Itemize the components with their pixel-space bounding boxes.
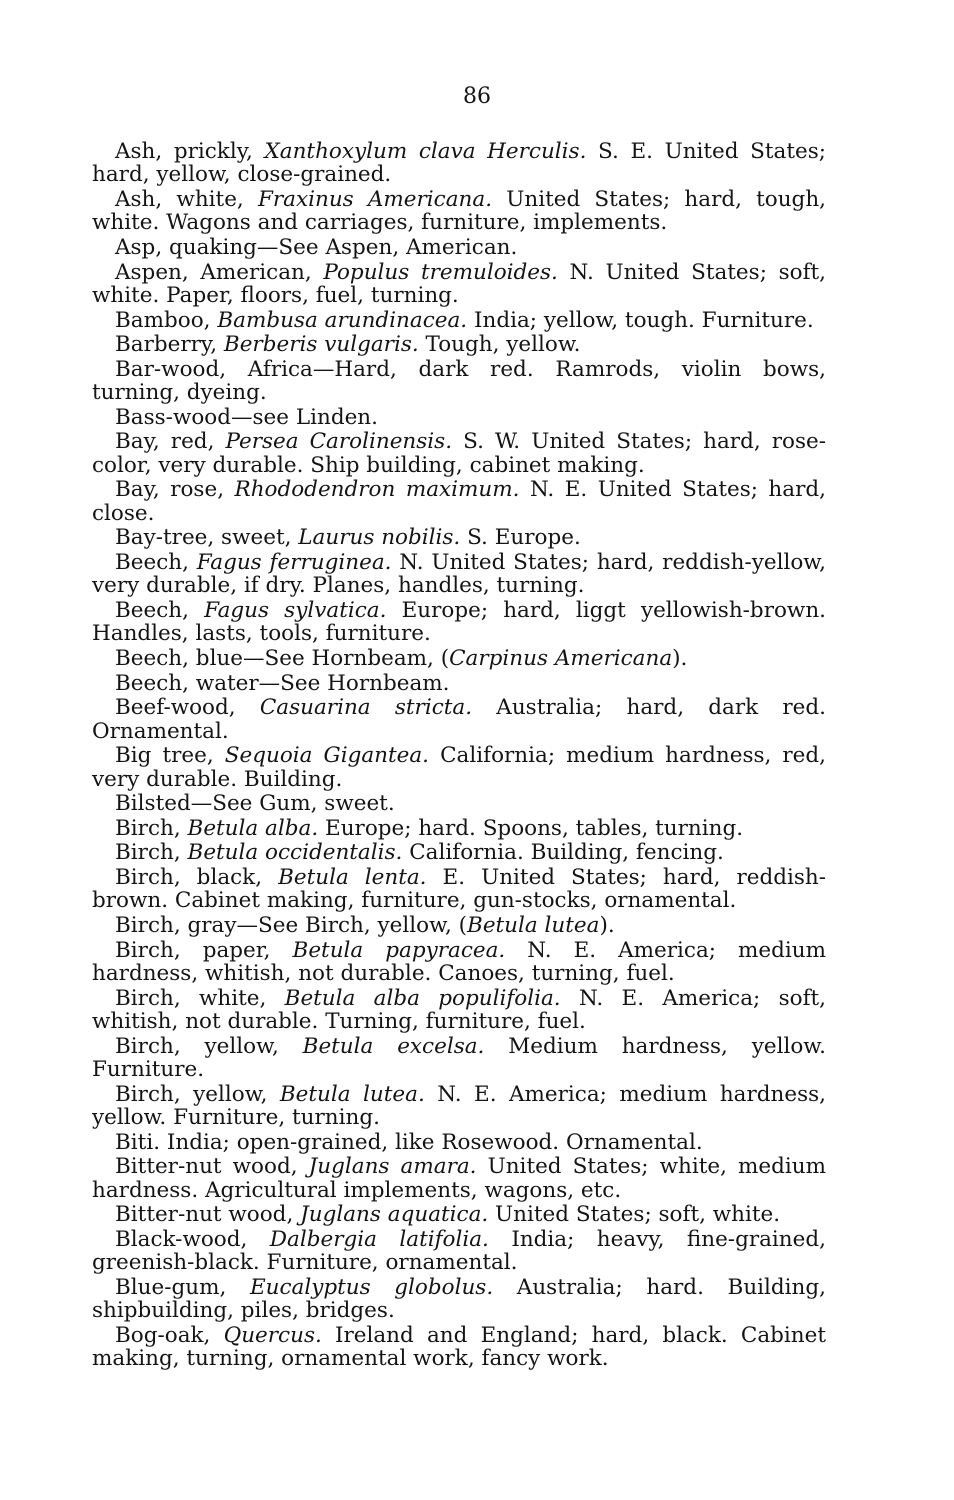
entry-text: Birch, yellow, [115,1033,303,1059]
page-number: 86 [463,84,491,109]
entry-text: Birch, paper, [115,937,293,963]
entry-text: United States; white, medium hardness. Agricultural implements, wagons, etc. [92,1154,826,1203]
wood-entry [92,647,826,670]
entry-text: Ireland and England; hard, black. Cabinet making, turning, ornamental work, fancy work. [92,1322,826,1372]
wood-entry [92,1131,826,1154]
entry-text: Bitter-nut wood, [115,1202,301,1228]
wood-entry [92,140,826,187]
entry-text: N. E. America; soft, whitish, not durable. Turning, furniture, fuel. [92,985,827,1034]
wood-entry [92,1083,826,1130]
entry-text: Ash, white, [115,187,258,212]
entry-text: Bog-oak, [115,1322,224,1348]
wood-entry [92,478,826,525]
wood-entry [92,1035,826,1082]
wood-entry [92,792,826,815]
wood-entry [92,406,826,429]
botanical-name: Persea Carolinensis. [225,429,453,455]
botanical-name: Juglans aquatica. [300,1202,489,1228]
entry-text: California; medium hardness, red, very durable. Building. [92,743,827,792]
entry-text: N. United States; soft, white. Paper, floors, fuel, turning. [92,259,826,308]
wood-entry [92,866,826,913]
entry-text: Birch, [115,840,188,866]
botanical-name: Laurus nobilis. [298,525,461,551]
botanical-name: Betula alba populifolia. [284,985,561,1011]
wood-entry [92,1276,826,1323]
entry-text: Barberry, [115,332,224,358]
botanical-name: Quercus. [223,1322,322,1348]
entry-text: N. E. America; medium hardness, yellow. Furniture, turning. [92,1081,826,1130]
botanical-name: Betula excelsa. [302,1033,485,1059]
entry-text: Bay, rose, [115,477,235,503]
botanical-name: Betula lutea. [279,1081,425,1107]
wood-entry-list [92,140,826,1372]
entry-text: Big tree, [115,743,225,769]
wood-entry [92,430,826,477]
entry-text: Europe; hard. Spoons, tables, turning. [318,815,744,841]
entry-text: Australia; hard, dark red. Ornamental. [92,695,827,744]
botanical-name: Betula alba. [187,815,319,841]
entry-text: Beech, blue—See Hornbeam, ( [115,645,450,671]
entry-text: Bar-wood, Africa—Hard, dark red. Ramrods, violin bows, turning, dyeing. [92,356,826,406]
botanical-name: Betula papyracea. [292,937,506,963]
botanical-name: Eucalyptus globolus. [249,1274,494,1300]
entry-text: California. Building, fencing. [402,840,724,866]
wood-entry [92,1228,826,1275]
botanical-name: Fagus sylvatica. [204,597,387,623]
entry-text: United States; hard, tough, white. Wagons and carriages, furniture, implements. [92,187,827,236]
wood-entry [92,1324,826,1371]
botanical-name: Sequoia Gigantea. [224,743,430,769]
entry-text: Biti. India; open-grained, like Rosewood. Ornamental. [115,1129,703,1155]
entry-text: Birch, gray—See Birch, yellow, ( [115,912,468,938]
wood-entry [92,236,826,259]
entry-text: Europe; hard, liggt yellowish-brown. Handles, lasts, tools, furniture. [92,597,826,647]
entry-text: Birch, yellow, [115,1081,280,1107]
wood-entry [92,696,826,743]
entry-text: Beech, [115,597,205,623]
wood-entry [92,261,826,308]
entry-text: India; heavy, fine-grained, greenish-black. Furniture, ornamental. [92,1226,826,1276]
botanical-name: Populus tremuloides. [323,259,558,285]
botanical-name: Rhododendron maximum. [234,477,520,503]
entry-text: Aspen, American, [115,259,324,285]
botanical-name: Fagus ferruginea. [196,549,392,575]
entry-text: Birch, [115,815,188,841]
wood-entry [92,333,826,356]
entry-text: United States; soft, white. [488,1202,781,1228]
botanical-name: Juglans amara. [308,1154,477,1180]
entry-text: India; yellow, tough. Furniture. [467,307,814,333]
entry-text: Tough, yellow. [418,332,581,358]
wood-entry [92,914,826,937]
entry-text: S. Europe. [460,525,581,551]
wood-entry [92,841,826,864]
wood-entry [92,939,826,986]
entry-text: Beech, [115,549,197,575]
entry-text: Bilsted—See Gum, sweet. [115,791,395,817]
wood-entry [92,817,826,840]
entry-text: S. E. United States; hard, yellow, close-grained. [92,139,826,188]
botanical-name: Fraxinus Americana. [257,187,493,212]
entry-text: Australia; hard. Building, shipbuilding, piles, bridges. [92,1274,826,1324]
entry-text: Birch, black, [115,864,279,890]
entry-text: ). [599,912,615,938]
entry-text: N. United States; hard, reddish-yellow, very durable, if dry. Planes, handles, turning. [92,549,826,599]
botanical-name: Berberis vulgaris. [223,332,419,358]
wood-entry [92,744,826,791]
wood-entry [92,188,826,235]
entry-text: Beef-wood, [115,695,260,721]
entry-text: Bass-wood—see Linden. [115,404,378,430]
wood-entry [92,551,826,598]
entry-text: Birch, white, [115,985,285,1011]
wood-entry [92,358,826,405]
wood-entry [92,1203,826,1226]
wood-entry [92,1155,826,1202]
wood-entry [92,672,826,695]
entry-text: Blue-gum, [115,1274,250,1300]
entry-text: Bitter-nut wood, [115,1154,309,1180]
botanical-name: Betula occidentalis. [187,840,403,866]
wood-entry [92,599,826,646]
entry-text: N. E. United States; hard, close. [92,477,826,526]
entry-text: N. E. America; medium hardness, whitish, not durable. Canoes, turning, fuel. [92,937,827,986]
botanical-name: Xanthoxylum clava Herculis. [264,139,587,164]
wood-entry [92,526,826,549]
botanical-name: Carpinus Americana [449,645,673,671]
entry-text: Black-wood, [115,1226,270,1252]
entry-text: E. United States; hard, reddish-brown. Cabinet making, furniture, gun-stocks, ornamental. [92,864,826,914]
entry-text: Bay, red, [115,429,226,455]
botanical-name: Bambusa arundinacea. [217,307,468,333]
entry-text: Medium hardness, yellow. Furniture. [92,1033,826,1082]
entry-text: Ash, prickly, [115,139,265,164]
wood-entry [92,987,826,1034]
entry-text: Bamboo, [115,307,218,333]
entry-text: ). [672,645,688,671]
entry-text: Bay-tree, sweet, [115,525,299,551]
entry-text: Beech, water—See Hornbeam. [115,670,450,696]
botanical-name: Casuarina stricta. [259,695,473,721]
botanical-name: Dalbergia latifolia. [269,1226,489,1252]
entry-text: Asp, quaking—See Aspen, American. [115,235,518,260]
wood-entry [92,309,826,332]
botanical-name: Betula lenta. [278,864,427,890]
botanical-name: Betula lutea [467,912,600,938]
entry-text: S. W. United States; hard, rose-color, very durable. Ship building, cabinet making. [92,429,826,478]
